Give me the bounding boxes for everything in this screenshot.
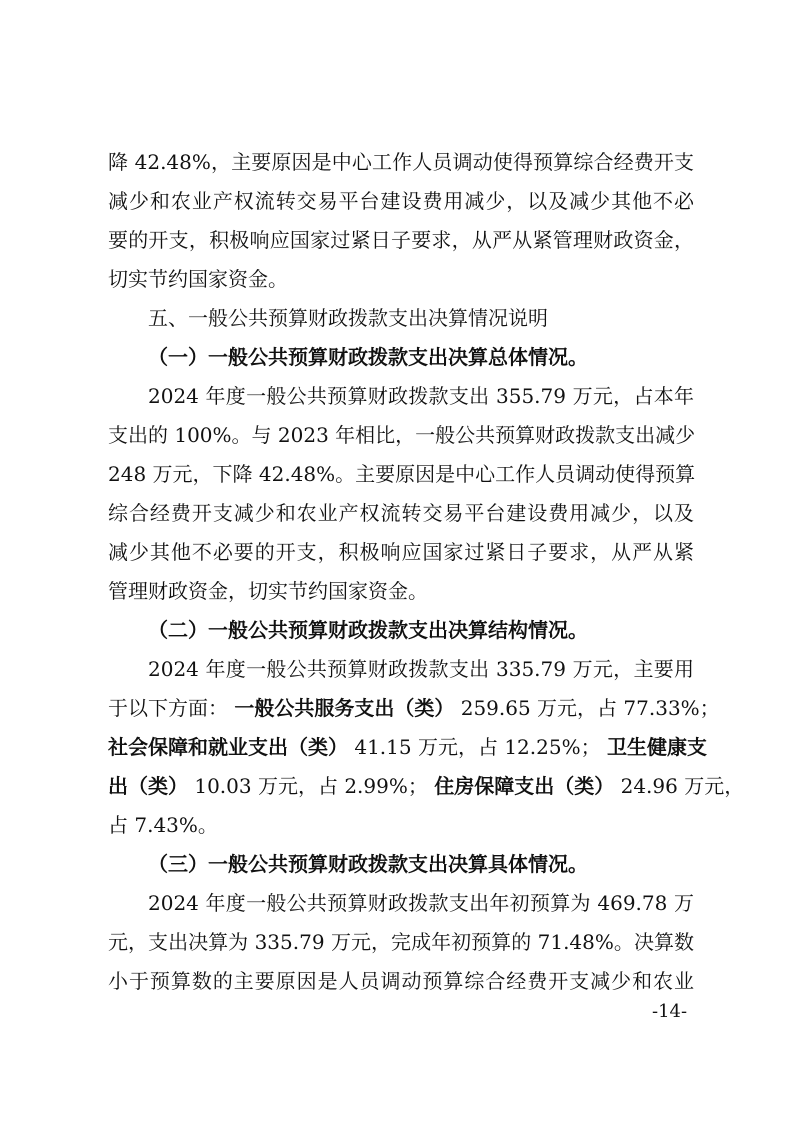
subsection-heading: （三）一般公共预算财政拨款支出决算具体情况。	[148, 852, 588, 876]
subsection-heading: （一）一般公共预算财政拨款支出决算总体情况。	[148, 345, 588, 369]
subsection-heading: （二）一般公共预算财政拨款支出决算结构情况。	[148, 618, 588, 642]
text-run: 于以下方面：	[108, 696, 228, 720]
paragraph-line: 248 万元，下降 42.48%。主要原因是中心工作人员调动使得预算	[108, 462, 696, 486]
paragraph-line: 2024 年度一般公共预算财政拨款支出年初预算为 469.78 万	[148, 891, 694, 915]
paragraph-line	[108, 694, 720, 722]
paragraph-line	[108, 733, 707, 761]
paragraph-line: 降 42.48%，主要原因是中心工作人员调动使得预算综合经费开支	[108, 150, 694, 174]
paragraph-line: 元，支出决算为 335.79 万元，完成年初预算的 71.48%。决算数	[108, 930, 694, 954]
paragraph-line: 小于预算数的主要原因是人员调动预算综合经费开支减少和农业	[108, 969, 694, 993]
paragraph-line: 减少和农业产权流转交易平台建设费用减少，以及减少其他不必	[108, 189, 694, 213]
text-run: 41.15 万元，占 12.25%；	[354, 735, 601, 759]
category-label: 住房保障支出（类）	[434, 774, 615, 798]
text-run: 10.03 万元，占 2.99%；	[194, 774, 428, 798]
category-label: 一般公共服务支出（类）	[234, 696, 455, 720]
category-label: 出（类）	[108, 774, 188, 798]
section-heading: 五、一般公共预算财政拨款支出决算情况说明	[148, 306, 548, 330]
paragraph-line: 要的开支，积极响应国家过紧日子要求，从严从紧管理财政资金，	[108, 228, 694, 252]
category-label: 社会保障和就业支出（类）	[108, 735, 348, 759]
paragraph-line: 切实节约国家资金。	[108, 267, 288, 291]
paragraph-line: 管理财政资金，切实节约国家资金。	[108, 579, 428, 603]
category-label: 卫生健康支	[606, 735, 707, 759]
paragraph-line: 减少其他不必要的开支，积极响应国家过紧日子要求，从严从紧	[108, 540, 694, 564]
paragraph-line: 2024 年度一般公共预算财政拨款支出 335.79 万元，主要用	[148, 657, 694, 681]
paragraph-line	[108, 772, 745, 800]
paragraph-line: 2024 年度一般公共预算财政拨款支出 355.79 万元，占本年	[148, 384, 694, 408]
paragraph-line: 占 7.43%。	[108, 813, 218, 837]
paragraph-line: 支出的 100%。与 2023 年相比，一般公共预算财政拨款支出减少	[108, 423, 696, 447]
text-run: 259.65 万元，占 77.33%；	[460, 696, 720, 720]
text-run: 24.96 万元，	[620, 774, 745, 798]
paragraph-line: 综合经费开支减少和农业产权流转交易平台建设费用减少，以及	[108, 501, 694, 525]
page-number: -14-	[652, 1001, 688, 1022]
